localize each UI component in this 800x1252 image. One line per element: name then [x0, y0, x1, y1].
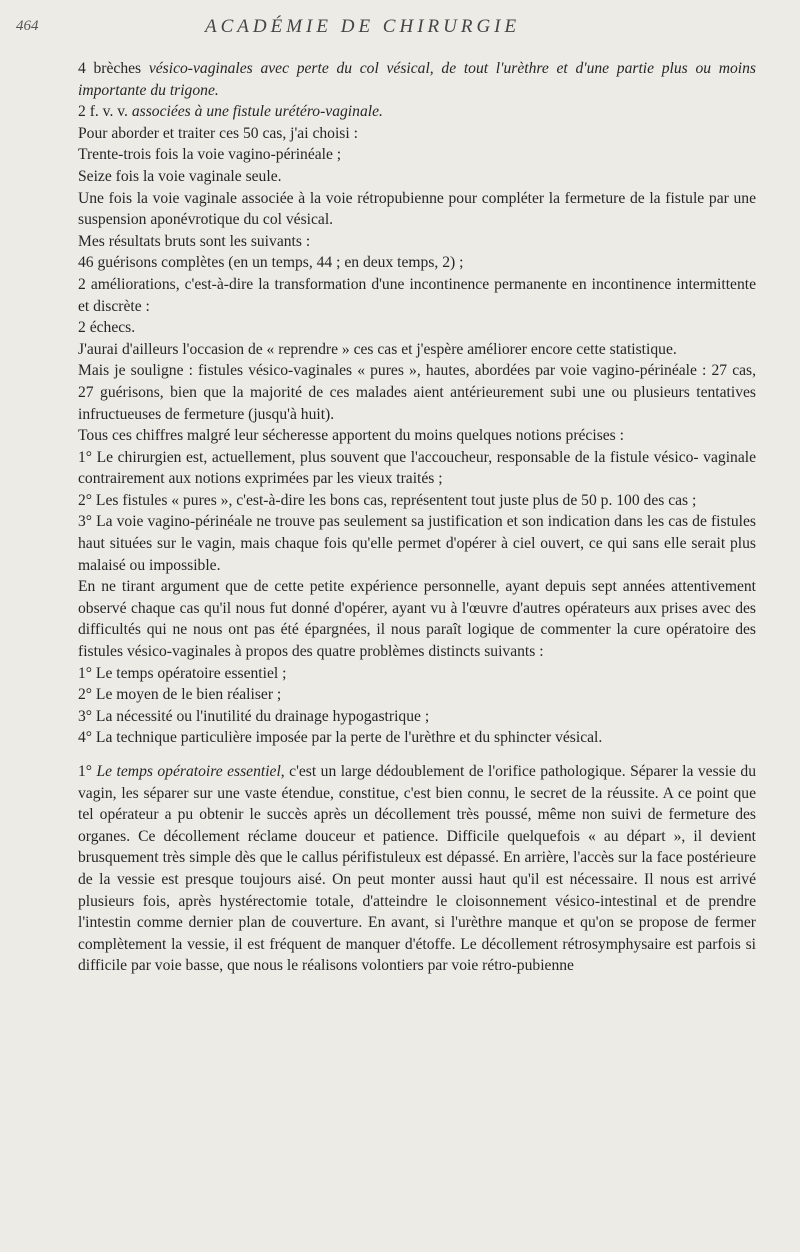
paragraph: 3° La voie vagino-périnéale ne trouve pas seulement sa justification et son indication dans les cas de fistules haut situées sur le vagin, mais chaque fois qu'elle permet d'opérer à ciel ouvert, ce qui sans elle serait plus malaisé ou impossible.	[78, 513, 756, 574]
paragraph: En ne tirant argument que de cette petite expérience personnelle, ayant depuis sept années attentivement observé chaque cas qu'il nous fut donné d'opérer, ayant vu à l'œuvre d'autres opérateurs aux prises avec des difficultés qui ne nous ont pas été épargnées, il nous paraît logique de commenter la cure opératoire des fistules vésico-vaginales à propos des quatre problèmes distincts suivants :	[78, 578, 756, 661]
paragraph: 4° La technique particulière imposée par la perte de l'urèthre et du sphincter vésical.	[78, 729, 603, 747]
body-text	[78, 58, 756, 977]
paragraph: 46 guérisons complètes (en un temps, 44 ; en deux temps, 2) ;	[78, 254, 464, 272]
paragraph: 1° Le temps opératoire essentiel, c'est un large dédoublement de l'orifice pathologique. Séparer la vessie du vagin, les séparer sur une vaste étendue, constitue, c'est bien connu, le secret de la réussite. A ce point que tel opérateur a pu obtenir le succès après un décollement très poussé, même non suivi de fermeture des organes. Ce décollement réclame douceur et patience. Difficile quelquefois « au départ », il devient brusquement très simple dès que le callus périfistuleux est dépassé. En arrière, l'accès sur la face postérieure de la vessie est presque toujours aisé. On peut monter aussi haut qu'il est nécessaire. Il nous est arrivé plusieurs fois, après hystérectomie totale, d'atteindre le cloisonnement vésico-intestinal et de prendre l'intestin comme dernier plan de couverture. En avant, si l'urèthre manque et qu'on se propose de fermer complètement la vessie, il est fréquent de manquer d'étoffe. Le décollement rétrosymphysaire est parfois si difficile par voie basse, que nous le réalisons volontiers par voie rétro-pubienne	[78, 763, 757, 975]
paragraph: 3° La nécessité ou l'inutilité du drainage hypogastrique ;	[78, 707, 430, 725]
paragraph: Mes résultats bruts sont les suivants :	[78, 232, 311, 250]
paragraph: 1° Le temps opératoire essentiel ;	[78, 664, 287, 682]
paragraph: 4 brèches vésico-vaginales avec perte du col vésical, de tout l'urèthre et d'une partie plus ou moins importante du trigone.	[78, 60, 756, 99]
paragraph: 2° Le moyen de le bien réaliser ;	[78, 686, 282, 704]
paragraph: Tous ces chiffres malgré leur sécheresse apportent du moins quelques notions précises :	[78, 427, 624, 445]
paragraph: Pour aborder et traiter ces 50 cas, j'ai choisi :	[78, 124, 358, 142]
paragraph: 1° Le chirurgien est, actuellement, plus souvent que l'accoucheur, responsable de la fistule vésico- vaginale contrairement aux notions exprimées par les vieux traités ;	[78, 448, 756, 488]
paragraph: Trente-trois fois la voie vagino-périnéale ;	[78, 146, 342, 164]
paragraph: Mais je souligne : fistules vésico-vaginales « pures », hautes, abordées par voie vagino-périnéale : 27 cas, 27 guérisons, bien que la majorité de ces malades aient antérieurement subi une ou plusieurs tentatives infructueuses de fermeture (jusqu'à huit).	[78, 362, 756, 423]
paragraph: Seize fois la voie vaginale seule.	[78, 167, 282, 185]
page-header	[0, 14, 800, 40]
page-number: 464	[16, 18, 39, 34]
paragraph: Une fois la voie vaginale associée à la voie rétropubienne pour compléter la fermeture de la fistule par une suspension aponévrotique du col vésical.	[78, 189, 756, 229]
paragraph: 2 améliorations, c'est-à-dire la transformation d'une incontinence permanente en incontinence intermittente et discrète :	[78, 275, 756, 315]
paragraph: 2 f. v. v. associées à une fistule urétéro-vaginale.	[78, 103, 383, 121]
paragraph: 2 échecs.	[78, 319, 136, 337]
running-title: ACADÉMIE DE CHIRURGIE	[205, 16, 521, 37]
paragraph: J'aurai d'ailleurs l'occasion de « reprendre » ces cas et j'espère améliorer encore cette statistique.	[78, 340, 677, 358]
paragraph: 2° Les fistules « pures », c'est-à-dire les bons cas, représentent tout juste plus de 50 p. 100 des cas ;	[78, 491, 697, 509]
section-gap	[78, 749, 756, 761]
